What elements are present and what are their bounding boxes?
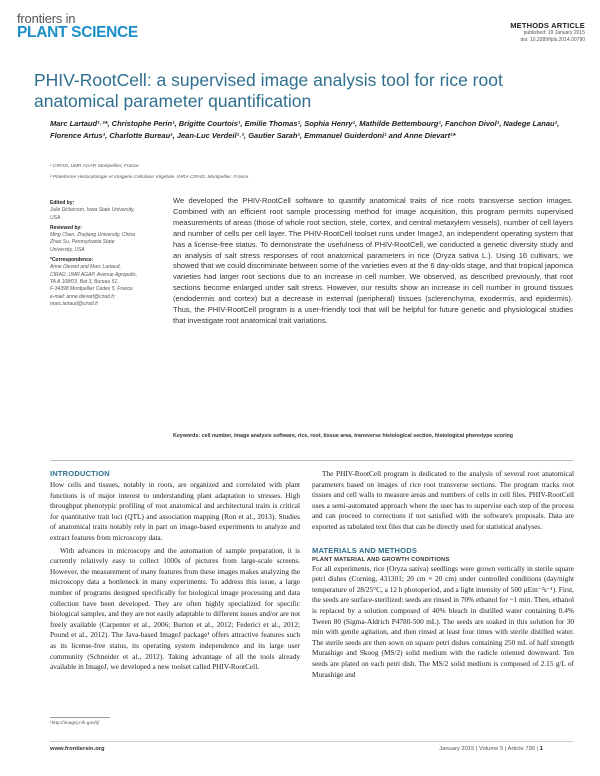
editorial-sidebar: [50, 197, 162, 311]
affiliations: [50, 161, 570, 183]
reviewed-by-label: Reviewed by:: [50, 224, 82, 231]
section-divider: [50, 460, 573, 461]
methods-paragraph: For all experiments, rice (Oryza sativa) seedlings were grown vertically in sterile square petri dishes (Corning, 431301; 20 cm × 20 cm) under controlled conditions (day/night temperature of 28/25°C, a 12 h photoperiod, and a light intensity of 500 µEm⁻²s⁻¹). First, the seeds are surface-sterilized: seeds are rinsed in 70% ethanol for ~1 min. Then, ethanol is replaced by a solution composed of 40% bleach in distilled water containing 0.4% Tween 80 (Sigma-Aldrich P4780-500 mL). The seeds are soaked in this solution for 30 min with gentle agitation, and then rinsed at least four times with sterile distilled water. The sterile seeds are then sown on square petri dishes containing 250 mL of half strength Murashige and Skoog (MS/2) solid medium with the radicle oriented downward. Ten seeds are plated on each petri dish. The MS/2 solid medium is composed of 2.15 g/L of Murashige and: [312, 563, 574, 679]
correspondence-label: *Correspondence:: [50, 257, 94, 264]
doi: doi: 10.3389/fpls.2014.00790: [520, 37, 585, 43]
article-type: METHODS ARTICLE: [510, 21, 585, 30]
paper-title: PHIV-RootCell: a supervised image analysis tool for rice root anatomical parameter quantification: [34, 70, 503, 111]
author-list: Marc Lartaud¹˒²*, Christophe Perin¹, Brigitte Courtois¹, Emilie Thomas¹, Sophia Henry¹, Mathilde Bettembourg¹, Fanchon Divol¹, Nadege Lanau¹, Florence Artus¹, Charlotte Bureau¹, Jean-Luc Verdeil¹˒², Gautier Sarah¹, Emmanuel Guiderdoni¹ and Anne Dievart¹*: [50, 119, 560, 140]
abstract: We developed the PHIV-RootCell software to quantify anatomical traits of rice roots transverse section images. Combined with an efficient root sample processing method for image acquisition, this program permits supervised measurements of areas (those of whole root section, stele, cortex, and central metaxylem vessels), number of cell layers and number of cells per cell layer. The PHIV-RootCell toolset runs under ImageJ, an independent operating system that has a license-free status. To demonstrate the usefulness of PHIV-RootCell, we conducted a genetic diversity study and an analysis of salt stress responses of root anatomical parameters in rice (Oryza sativa L.). Using 16 cultivars, we showed that we could discriminate between some of the varieties even at the 6 day-olds stage, and that tropical japonica varieties had larger root sections due to an increase in cell number. We observed, as described previously, that root sections become enlarged under salt stress. However, our results show an increase in cell number in ground tissues (endodermis and cortex) but a decrease in external (peripheral) tissues (sclerenchyma, exodermis, and epidermis). Thus, the PHIV-RootCell program is a user-friendly tool that will be helpful for future genetic and physiological studies that investigate root anatomical trait variations.: [173, 196, 573, 325]
program-paragraph: The PHIV-RootCell program is dedicated to the analysis of several root anatomical parameters based on images of rice root transverse sections. The program tracks root tissues and cell walls to measure areas and numbers of cells in cell files. PHIV-RootCell uses a semi-automated approach where the user has to supervise each step of the process and can proceed to corrections if not satisfied with the software's proposals. Data are exported as tabulated text files that can be directly used for statistical analyses.: [312, 469, 574, 531]
methods-body: [312, 564, 574, 681]
reviewed-by-text: Ming Chen, Zhejiang University, China Zhao Su, Pennsylvania State University, USA: [50, 232, 135, 253]
page-number: 1: [539, 746, 543, 752]
keywords: [173, 433, 573, 440]
keywords-text: cell number, image analysis software, rice, root, tissue area, transverse histological section, histological phenotype scoring: [201, 433, 514, 439]
article-meta: [415, 21, 585, 44]
program-description: [312, 469, 574, 533]
logo-line1: frontiers in: [17, 11, 76, 26]
intro-paragraph-1: How cells and tissues, notably in roots, are organized and correlated with plant functions is of major interest to understanding plant adaptation to stresses. High throughput phenotypic profiling of root anatomical and architectural traits is critical for quantitative trait loci (QTL) and association mapping (Ron et al., 2013). Studies of anatomical traits notably rely in part on image-based experiments to analyze and extract features from microscopy data.: [50, 480, 300, 542]
footer-rule: [50, 741, 573, 742]
affiliation-1: ¹ CIRAD, UMR AGAP, Montpellier, France: [50, 164, 139, 169]
intro-heading: INTRODUCTION: [50, 469, 110, 478]
journal-logo: [17, 12, 177, 40]
left-column: [50, 469, 300, 675]
edited-by-text: Julie Dickerson, Iowa State University, USA: [50, 207, 135, 221]
footer-citation: [439, 746, 543, 752]
footnote-rule: [50, 717, 110, 718]
footer-site: www.frontiersin.org: [50, 746, 105, 752]
footer-citation-text: January 2015 | Volume 5 | Article 790 |: [439, 746, 539, 752]
methods-heading: MATERIALS AND METHODS: [312, 545, 418, 555]
correspondence-text: Anne Dievart and Marc Lartaud, CIRAD, UMR AGAP, Avenue Agropolis, TA A 108/03, Bat 3, Bureau 51, F-34398 Montpellier Cedex 5, France e-mail: anne.dievart@cirad.fr; marc.lartaud@cirad.fr: [50, 264, 138, 307]
right-column: [312, 469, 574, 680]
edited-by-label: Edited by:: [50, 200, 75, 206]
intro-paragraph-2: With advances in microscopy and the automation of sample preparation, it is currently relatively easy to collect 1000s of pictures from large-scale screens. However, the measurement of many features from these images makes analyzing the microscopy data a bottleneck in many experiments. To address this issue, a large number of programs designed specifically for biological image processing and data collection have been developed. They are often highly specialized for specific biological samples, and they are not easily adaptable to different issues and/or are not freely available (Carpenter et al., 2006; Burton et al., 2012; Federici et al., 2012; Pound et al., 2012). The Java-based ImageJ package¹ offers attractive features such as its license-free status, its operating system independence and its large user community (Schneider et al., 2012). Taking advantage of all the tools already available in ImageJ, we developed a new toolset called PHIV-RootCell.: [50, 545, 300, 672]
logo-line2: PLANT SCIENCE: [17, 24, 138, 41]
published-date: published: 19 January 2015: [523, 30, 585, 36]
affiliation-2: ² Plateforme Histocytologie et Imagerie Cellulaire Végétale, INRA-CIRAD, Montpellier, France: [50, 175, 249, 180]
intro-body: [50, 480, 300, 673]
keywords-label: Keywords:: [173, 433, 201, 439]
plant-material-heading: PLANT MATERIAL AND GROWTH CONDITIONS: [312, 556, 450, 563]
footnote: ¹http://imagej.nih.gov/ij/: [50, 721, 100, 726]
